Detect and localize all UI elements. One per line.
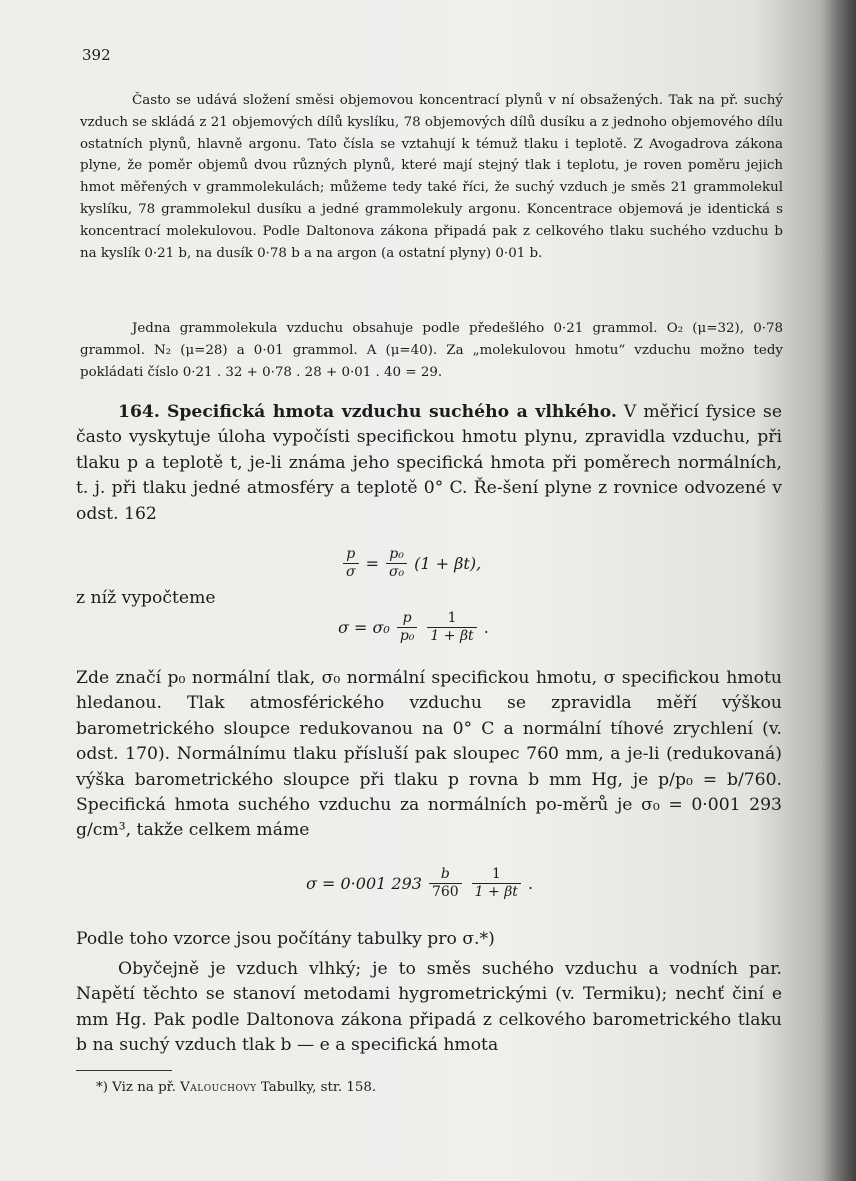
fraction-1-over-1bt: $\frac{1}{1 + \beta t}$	[427, 610, 476, 645]
paragraph-definitions	[76, 666, 782, 844]
equation-sigma-numeric: σ = 0·001 293 $\frac{b}{760}$ $\frac{1}{1 + \beta t}$ .	[306, 866, 534, 900]
fraction-p-sigma: $\frac{p}{\sigma}$	[343, 546, 359, 581]
para5-text: Podle toho vzorce jsou počítány tabulky pro σ.*)	[76, 929, 495, 949]
equation-density-ratio: $\frac{p}{\sigma}$ = $\frac{\text{p₀}}{\text{σ₀}}$ (1 + βt),	[340, 546, 481, 581]
para4-text: Zde značí p₀ normální tlak, σ₀ normální specifickou hmotu, σ specifickou hmotu hledanou. Tlak atmosférického vzduchu se zpravidla měří výškou barometrického sloupce redukovanou na 0° C a normální tíhové zrychlení (v. odst. 170). Normálnímu tlaku přísluší pak sloupec 760 mm, a je-li (redukovaná) výška barometrického sloupce při tlaku p rovna b mm Hg, je p/p₀ = b/760. Specifická hmota suchého vzduchu za normálních po-měrů je σ₀ = 0·001 293 g/cm³, takže celkem máme	[76, 668, 783, 841]
page-gutter-shadow	[822, 0, 856, 1181]
section-number: 164.	[118, 402, 160, 422]
para1-text: Často se udává složení směsi objemovou koncentrací plynů v ní obsažených. Tak na př. suchý vzduch se skládá z 21 objemových dílů kyslíku, 78 objemových dílů dusíku a z jednoho objemového dílu ostatních plynů, hlavně argonu. Tato čísla se vztahují k témuž tlaku i teplotě. Z Avogadrova zákona plyne, že poměr objemů dvou různých plynů, které mají stejný tlak i teplotu, je roven poměru jejich hmot měřených v grammolekulách; můžeme tedy také říci, že suchý vzduch je směs 21 grammolekul kyslíku, 78 grammolekul dusíku a jedné grammolekuly argonu. Koncentrace objemová je identická s koncentrací molekulovou. Podle Daltonova zákona připadá pak z celkového tlaku suchého vzduchu b na kyslík 0·21 b, na dusík 0·78 b a na argon (a ostatní plyny) 0·01 b.	[80, 93, 783, 261]
equation-sigma: σ = σ₀ $\frac{p}{\text{p₀}}$ $\frac{1}{1 + \beta t}$ .	[338, 610, 489, 644]
footnote: *) Viz na př. Valouchovy Tabulky, str. 158.	[96, 1080, 377, 1095]
paragraph-tables	[76, 927, 782, 952]
page-number: 392	[82, 46, 111, 64]
section-title: Specifická hmota vzduchu suchého a vlhkého.	[166, 402, 617, 422]
fraction-b-760: $\frac{b}{760}$	[429, 866, 462, 901]
paragraph-humid-air	[76, 957, 782, 1059]
para6-text: Obyčejně je vzduch vlhký; je to směs suchého vzduchu a vodních par. Napětí těchto se stanoví metodami hygrometrickými (v. Termiku); nechť činí e mm Hg. Pak podle Daltonova zákona připadá z celkového barometrického tlaku b na suchý vzduch tlak b — e a specifická hmota	[76, 959, 782, 1056]
fraction-1-over-1bt-2: $\frac{1}{1 + \beta t}$	[472, 866, 521, 901]
paragraph-composition	[80, 90, 783, 264]
fraction-p-p0: $\frac{p}{\text{p₀}}$	[397, 610, 418, 645]
section-164	[76, 400, 782, 527]
paragraph-molecular-mass	[80, 318, 783, 383]
para2-text: Jedna grammolekula vzduchu obsahuje podle předešlého 0·21 grammol. O₂ (μ=32), 0·78 grammol. N₂ (μ=28) a 0·01 grammol. A (μ=40). Za „molekulovou hmotu“ vzduchu možno tedy pokládati číslo 0·21 . 32 + 0·78 . 28 + 0·01 . 40 = 29.	[80, 321, 784, 380]
footnote-rule	[76, 1070, 172, 1071]
section-paragraph: 164. Specifická hmota vzduchu suchého a vlhkého. V měřicí fysice se často vyskytuje úloha vypočísti specifickou hmotu plynu, zpravidla vzduchu, při tlaku p a teplotě t, je-li známa jeho specifická hmota při poměrech normálních, t. j. při tlaku jedné atmosféry a teplotě 0° C. Ře-šení plyne z rovnice odvozené v odst. 162	[76, 402, 783, 524]
lead-text: z níž vypočteme	[76, 588, 216, 608]
fraction-p0-sigma0: $\frac{\text{p₀}}{\text{σ₀}}$	[386, 546, 407, 581]
